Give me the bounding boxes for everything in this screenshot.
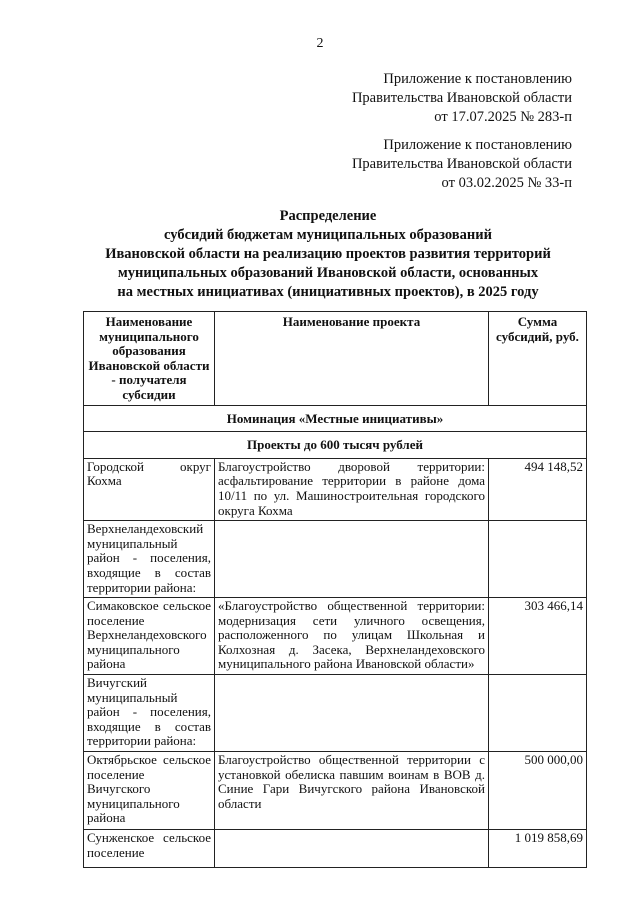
appendix-line: Правительства Ивановской области: [351, 156, 572, 172]
category-label: Проекты до 600 тысяч рублей: [84, 432, 587, 459]
title-line: на местных инициативах (инициативных проектов), в 2025 году: [117, 284, 539, 300]
municipality-cell: Городской округ Кохма: [84, 458, 215, 520]
amount-cell: [489, 521, 587, 598]
title-line: субсидий бюджетам муниципальных образований: [164, 227, 492, 243]
subsidy-distribution-table: [83, 311, 587, 868]
table-row: [84, 521, 587, 598]
table-header-row: [84, 312, 587, 406]
appendix-header-original: [352, 136, 572, 193]
nomination-label: Номинация «Местные инициативы»: [84, 405, 587, 432]
document-title: [60, 207, 596, 302]
amount-cell: 494 148,52: [489, 458, 587, 520]
appendix-line: Приложение к постановлению: [383, 137, 572, 153]
project-cell: [215, 521, 489, 598]
table-row: [84, 830, 587, 868]
table-row: [84, 598, 587, 675]
amount-cell: [489, 675, 587, 752]
amount-cell: 1 019 858,69: [489, 830, 587, 868]
amount-cell: 303 466,14: [489, 598, 587, 675]
appendix-line: от 03.02.2025 № 33-п: [441, 175, 572, 191]
municipality-cell: Октябрьское сельское поселение Вичугского муниципального района: [84, 752, 215, 830]
municipality-cell: Симаковское сельское поселение Верхнеландеховского муниципального района: [84, 598, 215, 675]
title-line: Распределение: [279, 208, 377, 224]
project-cell: [215, 675, 489, 752]
project-cell: Благоустройство дворовой территории: асфальтирование территории в районе дома 10/11 по ул. Машиностроительная городского округа Кохма: [215, 458, 489, 520]
project-cell: Благоустройство общественной территории с установкой обелиска павшим воинам в ВОВ д. Синие Гари Вичугского района Ивановской области: [215, 752, 489, 830]
municipality-cell: Верхнеландеховский муниципальный район - поселения, входящие в состав территории района:: [84, 521, 215, 598]
appendix-line: Правительства Ивановской области: [351, 90, 572, 106]
municipality-cell: Вичугский муниципальный район - поселения, входящие в состав территории района:: [84, 675, 215, 752]
municipality-cell: Сунженское сельское поселение: [84, 830, 215, 868]
project-cell: [215, 830, 489, 868]
appendix-line: от 17.07.2025 № 283-п: [434, 109, 572, 125]
title-line: Ивановской области на реализацию проектов развития территорий: [105, 246, 551, 262]
table-row: [84, 752, 587, 830]
header-municipality: Наименование муниципального образования Ивановской области - получателя субсидии: [84, 312, 215, 406]
appendix-line: Приложение к постановлению: [383, 71, 572, 87]
nomination-row: [84, 405, 587, 432]
header-amount: Сумма субсидий, руб.: [489, 312, 587, 406]
project-cell: «Благоустройство общественной территории: модернизация сети уличного освещения, расположенного по улицам Школьная и Колхозная д. Засека, Верхнеландеховского муниципального района Ивановской области»: [215, 598, 489, 675]
title-line: муниципальных образований Ивановской области, основанных: [117, 265, 539, 281]
table-row: [84, 458, 587, 520]
header-project: Наименование проекта: [215, 312, 489, 406]
amount-cell: 500 000,00: [489, 752, 587, 830]
table-row: [84, 675, 587, 752]
appendix-header-current: [352, 70, 572, 127]
page-number: 2: [316, 36, 324, 51]
category-row: [84, 432, 587, 459]
